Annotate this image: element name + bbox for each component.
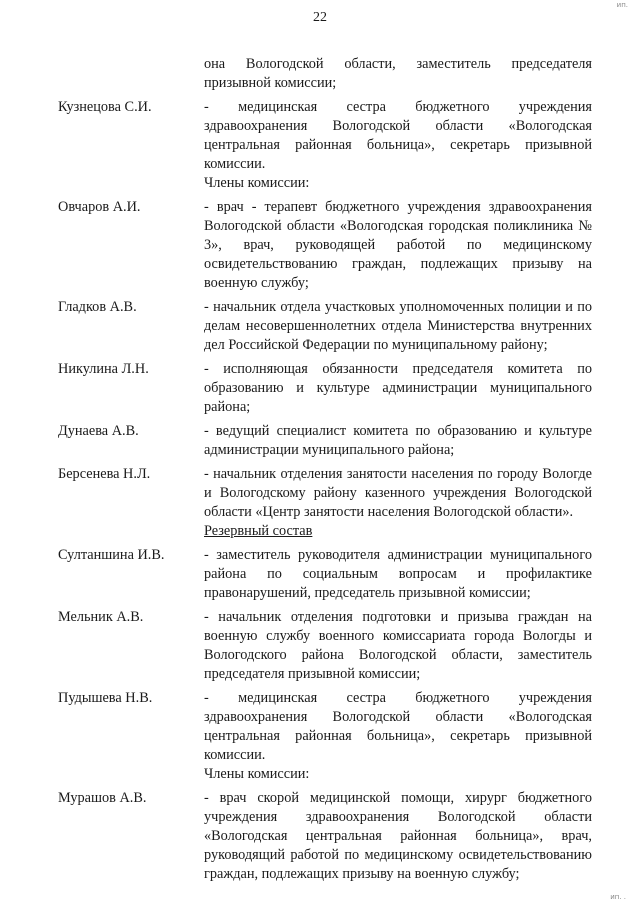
commission-member-entry — [58, 546, 592, 603]
member-name: Никулина Л.Н. — [58, 361, 149, 377]
members-heading — [58, 765, 592, 784]
members-heading — [58, 174, 592, 193]
heading-text: Члены комиссии: — [204, 766, 310, 782]
reserve-section-heading — [58, 522, 592, 541]
member-name: Дунаева А.В. — [58, 423, 139, 439]
heading-text: Резервный состав — [204, 523, 313, 539]
page-number: 22 — [313, 10, 327, 25]
document-body — [58, 55, 592, 884]
page-corner-mark-bottom: ип. . — [610, 893, 626, 901]
member-name: Кузнецова С.И. — [58, 99, 152, 115]
member-position: - ведущий специалист комитета по образованию и культуре администрации муниципального района; — [204, 423, 592, 458]
commission-member-entry — [58, 198, 592, 293]
member-name: Берсенева Н.Л. — [58, 466, 151, 482]
member-position: - заместитель руководителя администрации муниципального района по социальным вопросам и профилактике правонарушений, председатель призывной комиссии; — [204, 547, 592, 601]
member-position: - начальник отдела участковых уполномоченных полиции и по делам несовершеннолетних отдела Министерства внутренних дел Российской Федерации по муниципальному району; — [204, 299, 592, 353]
member-name: Гладков А.В. — [58, 299, 137, 315]
member-position: - медицинская сестра бюджетного учреждения здравоохранения Вологодской области «Вологодская центральная районная больница», секретарь призывной комиссии. — [204, 99, 592, 172]
commission-member-entry — [58, 298, 592, 355]
member-position: - начальник отделения занятости населения по городу Вологде и Вологодскому району казенного учреждения Вологодской области «Центр занятости населения Вологодской области». — [204, 466, 592, 520]
member-name: Пудышева Н.В. — [58, 690, 153, 706]
member-position: - начальник отделения подготовки и призыва граждан на военную службу военного комиссариата города Вологды и Вологодского района Вологодской области, заместитель председателя призывной комиссии; — [204, 609, 592, 682]
member-position: - медицинская сестра бюджетного учреждения здравоохранения Вологодской области «Вологодская центральная районная больница», секретарь призывной комиссии. — [204, 690, 592, 763]
member-position: - исполняющая обязанности председателя комитета по образованию и культуре администрации муниципального района; — [204, 361, 592, 415]
member-position: - врач - терапевт бюджетного учреждения здравоохранения Вологодской области «Вологодская городская поликлиника № 3», врач, руководящей работой по медицинскому освидетельствованию граждан, подлежащих призыву на военную службу; — [204, 199, 592, 291]
member-name: Султаншина И.В. — [58, 547, 165, 563]
commission-member-entry — [58, 98, 592, 174]
member-name: Мурашов А.В. — [58, 790, 147, 806]
commission-member-entry — [58, 608, 592, 684]
heading-text: Члены комиссии: — [204, 175, 310, 191]
commission-member-entry — [58, 422, 592, 460]
member-position: она Вологодской области, заместитель председателя призывной комиссии; — [204, 56, 592, 91]
member-name: Мельник А.В. — [58, 609, 144, 625]
commission-member-entry — [58, 360, 592, 417]
commission-member-entry — [58, 789, 592, 884]
commission-member-entry — [58, 465, 592, 522]
page-corner-mark-top: ип. — [616, 1, 628, 9]
member-name: Овчаров А.И. — [58, 199, 141, 215]
commission-member-entry — [58, 689, 592, 765]
member-position: - врач скорой медицинской помощи, хирург бюджетного учреждения здравоохранения Вологодской области «Вологодская центральная районная больница», врач, руководящий работой по медицинскому освидетельствованию граждан, подлежащих призыву на военную службу; — [204, 790, 592, 882]
commission-member-entry — [58, 55, 592, 93]
